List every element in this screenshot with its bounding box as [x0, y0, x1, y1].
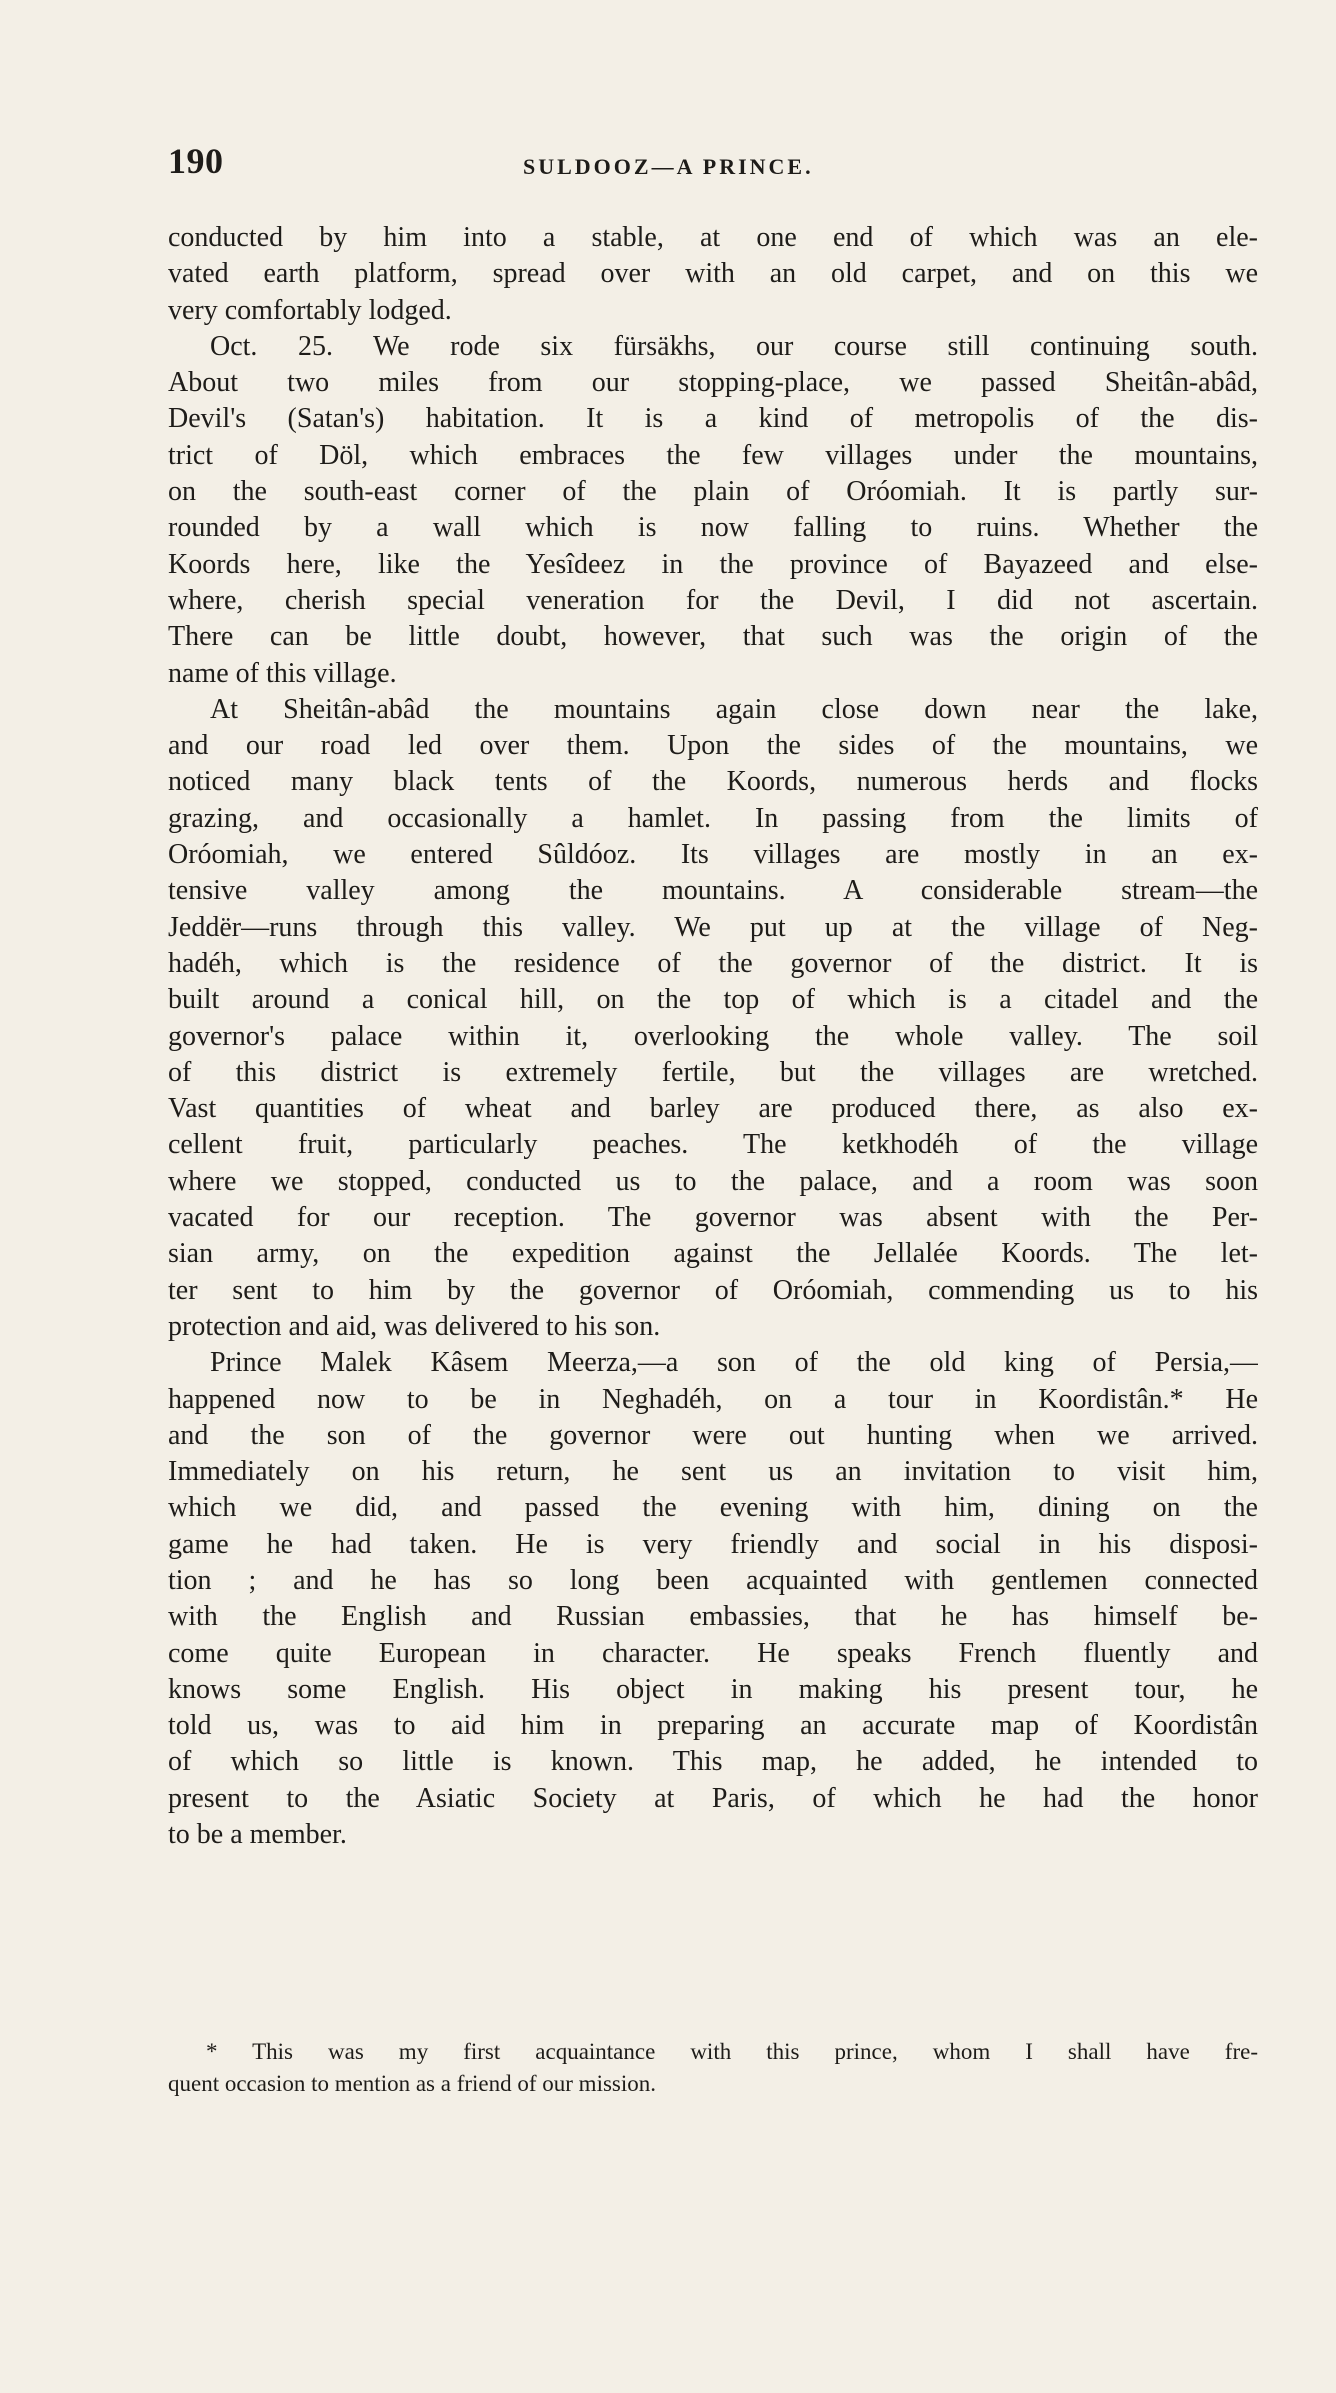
text-line: rounded by a wall which is now falling to ruins. Whether the: [168, 512, 1258, 544]
text-line: which we did, and passed the evening with him, dining on the: [168, 1492, 1258, 1524]
footnote: [168, 2036, 1258, 2100]
text-line: very comfortably lodged.: [168, 294, 452, 326]
text-line: of this district is extremely fertile, but the villages are wretched.: [168, 1056, 1258, 1088]
text-line: with the English and Russian embassies, that he has himself be-: [168, 1601, 1258, 1633]
text-line: come quite European in character. He speaks French fluently and: [168, 1637, 1258, 1669]
text-line: vated earth platform, spread over with an old carpet, and on this we: [168, 258, 1258, 290]
text-line: where, cherish special veneration for the Devil, I did not ascertain.: [168, 584, 1258, 616]
text-line: Oct. 25. We rode six fürsäkhs, our course still continuing south.: [210, 330, 1258, 362]
text-line: ter sent to him by the governor of Oróomiah, commending us to his: [168, 1274, 1258, 1306]
text-line: built around a conical hill, on the top of which is a citadel and the: [168, 984, 1258, 1016]
text-line: Jeddër—runs through this valley. We put up at the village of Neg-: [168, 911, 1258, 943]
page-header: [168, 140, 1258, 200]
text-line: grazing, and occasionally a hamlet. In passing from the limits of: [168, 802, 1258, 834]
text-line: Vast quantities of wheat and barley are produced there, as also ex-: [168, 1093, 1258, 1125]
body-text: [168, 220, 1258, 1853]
text-line: where we stopped, conducted us to the palace, and a room was soon: [168, 1165, 1258, 1197]
text-line: to be a member.: [168, 1819, 347, 1851]
footnote-line: * This was my first acquaintance with this prince, whom I shall have fre-: [206, 2039, 1258, 2064]
text-line: name of this village.: [168, 657, 397, 689]
text-line: Devil's (Satan's) habitation. It is a kind of metropolis of the dis-: [168, 403, 1258, 435]
text-line: on the south-east corner of the plain of Oróomiah. It is partly sur-: [168, 476, 1258, 508]
text-line: About two miles from our stopping-place, we passed Sheitân-abâd,: [168, 367, 1258, 399]
text-line: and the son of the governor were out hunting when we arrived.: [168, 1419, 1258, 1451]
text-line: Prince Malek Kâsem Meerza,—a son of the old king of Persia,—: [210, 1347, 1258, 1379]
text-line: present to the Asiatic Society at Paris, of which he had the honor: [168, 1782, 1258, 1814]
text-line: Oróomiah, we entered Sûldóoz. Its villages are mostly in an ex-: [168, 839, 1258, 871]
text-line: sian army, on the expedition against the Jellalée Koords. The let-: [168, 1238, 1258, 1270]
text-line: told us, was to aid him in preparing an accurate map of Koordistân: [168, 1710, 1258, 1742]
text-line: conducted by him into a stable, at one end of which was an ele-: [168, 222, 1258, 253]
text-line: happened now to be in Neghadéh, on a tour in Koordistân.* He: [168, 1383, 1258, 1415]
text-line: game he had taken. He is very friendly and social in his disposi-: [168, 1528, 1258, 1560]
running-head: SULDOOZ—A PRINCE.: [523, 154, 814, 179]
text-line: tensive valley among the mountains. A considerable stream—the: [168, 875, 1258, 907]
text-line: There can be little doubt, however, that such was the origin of the: [168, 621, 1258, 653]
text-line: and our road led over them. Upon the sides of the mountains, we: [168, 730, 1258, 762]
text-line: Immediately on his return, he sent us an invitation to visit him,: [168, 1456, 1258, 1488]
text-line: of which so little is known. This map, he added, he intended to: [168, 1746, 1258, 1778]
text-line: protection and aid, was delivered to his son.: [168, 1310, 661, 1342]
footnote-divider: [168, 2026, 1258, 2027]
text-line: vacated for our reception. The governor was absent with the Per-: [168, 1202, 1258, 1234]
text-line: knows some English. His object in making his present tour, he: [168, 1673, 1258, 1705]
text-line: noticed many black tents of the Koords, numerous herds and flocks: [168, 766, 1258, 798]
page-number: 190: [168, 141, 224, 181]
text-line: hadéh, which is the residence of the governor of the district. It is: [168, 947, 1258, 979]
footnote-line: quent occasion to mention as a friend of our mission.: [168, 2071, 657, 2096]
text-line: cellent fruit, particularly peaches. The ketkhodéh of the village: [168, 1129, 1258, 1161]
text-line: tion ; and he has so long been acquainted with gentlemen connected: [168, 1564, 1258, 1596]
text-line: At Sheitân-abâd the mountains again close down near the lake,: [210, 693, 1258, 725]
text-line: trict of Döl, which embraces the few villages under the mountains,: [168, 439, 1258, 471]
text-line: governor's palace within it, overlooking the whole valley. The soil: [168, 1020, 1258, 1052]
text-line: Koords here, like the Yesîdeez in the province of Bayazeed and else-: [168, 548, 1258, 580]
